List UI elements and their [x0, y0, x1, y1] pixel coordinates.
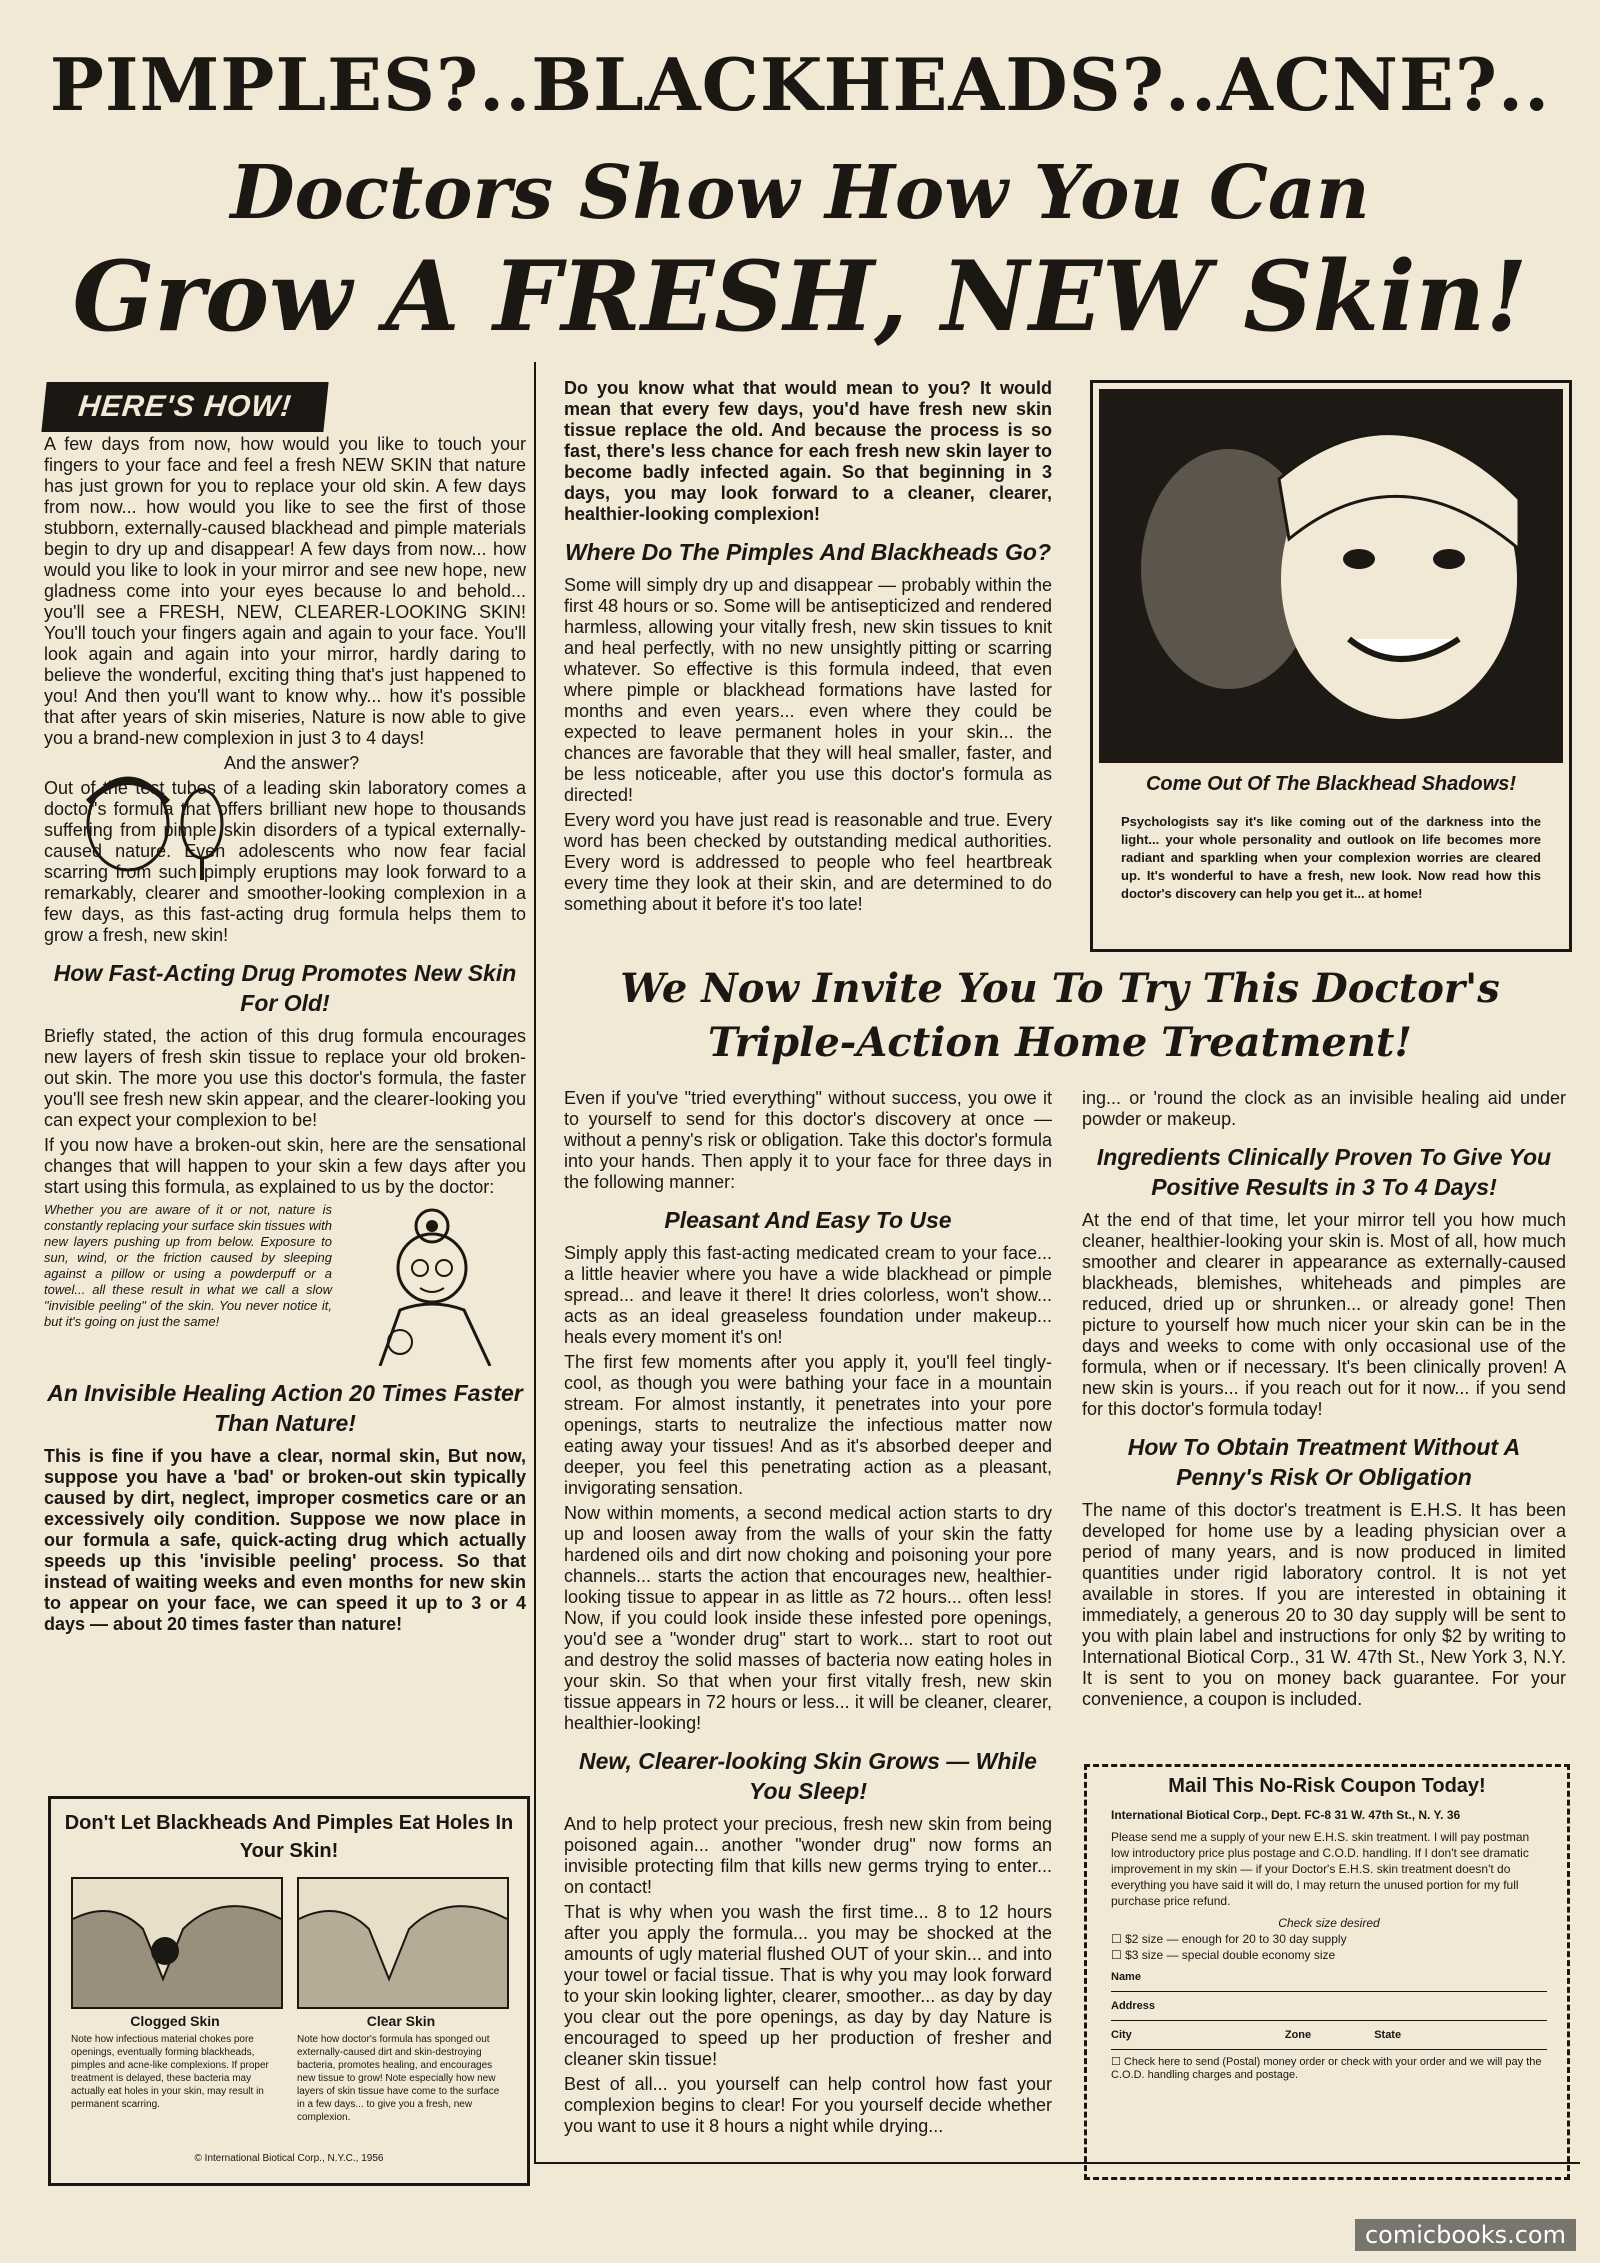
order-coupon[interactable] [1084, 1764, 1570, 2180]
doctor-quote: Whether you are aware of it or not, nature is constantly replacing your surface skin tissues with new layers pushing up from below. Exposure to sun, wind, or the friction caused by sleeping against a pillow or using a powderpuff or a towel... all these result in what we call a slow "invisible peeling" of the skin. You never notice it, but it's going on just the same! [44, 1202, 332, 1329]
name-field[interactable]: Name [1111, 1969, 1547, 1992]
subhead-obtain-treatment: How To Obtain Treatment Without A Penny's Risk Or Obligation [1127, 1434, 1521, 1490]
woman-mirror-icon [48, 762, 238, 882]
clear-pore-icon [299, 1879, 507, 2007]
clogged-skin-text: Note how infectious material chokes pore openings, eventually forming blackheads, pimples and acne-like complexions. If proper treatment is delayed, these bacteria may actually eat holes in your skin, may result in permanent scarring. [71, 2034, 269, 2110]
coupon-option-2[interactable] [1111, 1947, 1547, 1963]
doctor-icon [340, 1202, 520, 1366]
paragraph-protect: And to help protect your precious, fresh new skin from being poisoned again... another "wonder drug" now forms an invisible protecting film that kills new germs trying to enter... on contact! [564, 1814, 1052, 1897]
coupon-option-2-label: $3 size — special double economy size [1125, 1948, 1336, 1962]
paragraph-sensational: If you now have a broken-out skin, here are the sensational changes that will happen to your skin a few days after you start using this formula, as explained to us by the doctor: [44, 1135, 526, 1197]
zone-label: Zone [1284, 2029, 1312, 2041]
column-2-top [564, 378, 1052, 919]
coupon-footer [1111, 2056, 1547, 2082]
paragraph-first-wash: That is why when you wash the first time... 8 to 12 hours after you apply the formula... you may be shocked at the amounts of ugly material flushed OUT of your skin... and into your towel or facial tissue. That is why you may look forward to your skin looking lighter, clearer, smoother... as day by day you clear out the pore openings, as day by day Nature is encouraged to speed up her production of fresher and cleaner skin tissue! [564, 1902, 1052, 2069]
coupon-title: Mail This No-Risk Coupon Today! [1168, 1775, 1486, 1797]
state-label: State [1374, 2029, 1402, 2041]
address-field[interactable]: Address [1111, 1998, 1547, 2021]
portrait-body: Psychologists say it's like coming out of the darkness into the light... your whole personality and outlook on life becomes more radiant and sparkling when your complexion worries are cleared up. It's wonderful to have a fresh, new look. Now read how this doctor's discovery can help you get it... at home! [1121, 814, 1541, 901]
heres-how-badge: HERE'S HOW! [41, 382, 328, 432]
woman-illustration [48, 762, 238, 882]
invite-headline: We Now Invite You To Try This Doctor's Triple-Action Home Treatment! [620, 965, 1500, 1066]
coupon-option-1-label: $2 size — enough for 20 to 30 day supply [1125, 1932, 1347, 1946]
paragraph-normal-skin: This is fine if you have a clear, normal skin, But now, suppose you have a 'bad' or broken-out skin typically caused by dirt, neglect, improper cosmetics care or an excessively oily condition. Suppose we now place in our formula a safe, quick-acting drug which actually speeds up this 'invisible peeling' process. So that instead of waiting weeks and even months for new skin to appear on your face, we can speed it up to 3 or 4 days — about 20 times faster than nature! [44, 1446, 526, 1634]
paragraph-simply-apply: Simply apply this fast-acting medicated cream to your face... a little heavier where you have a wide blackhead or pimple spread... and leave it there! It dries colorless, won't show... acts as an ideal greaseless foundation under makeup... heals every moment it's on! [564, 1243, 1052, 1347]
clear-skin-caption: Clear Skin [366, 2013, 436, 2029]
subhead-invisible-healing: An Invisible Healing Action 20 Times Faster Than Nature! [47, 1380, 523, 1436]
paragraph-round-the-clock: ing... or 'round the clock as an invisible healing aid under powder or makeup. [1082, 1088, 1566, 1129]
coupon-check-label: Check size desired [1278, 1916, 1380, 1930]
paragraph-tried-everything: Even if you've "tried everything" without success, you owe it to yourself to send for this doctor's discovery at once — without a penny's risk or obligation. Take this doctor's formula into your hands. Then apply it to your face for three days in the following manner: [564, 1088, 1052, 1192]
clear-skin-illustration [297, 1877, 509, 2009]
paragraph-ehs: The name of this doctor's treatment is E.H.S. It has been developed for home use by a leading physician over a period of many years, and is now produced in limited quantities under rigid laboratory control. It is not yet available in stores. If you are interested in obtaining it immediately, a generous 20 to 30 day supply will be sent to you with plain label and instructions for only $2 by writing to International Biotical Corp., 31 W. 47th St., New York 3, N.Y. It is sent to you on money back guarantee. For your convenience, a coupon is included. [1082, 1500, 1566, 1709]
paragraph-briefly: Briefly stated, the action of this drug formula encourages new layers of fresh skin tissue to replace your old broken-out skin. The more you use this doctor's formula, the faster you'll see fresh new skin appear, and the clearer-looking you can expect your complexion to be! [44, 1026, 526, 1130]
paragraph-every-word: Every word you have just read is reasonable and true. Every word has been checked by outstanding medical authorities. Every word is addressed to people who feel heartbreak every time they look at their skin, and are determined to do something about it before it's too late! [564, 810, 1052, 914]
watermark: comicbooks.com [1355, 2219, 1576, 2251]
paragraph-end-of-time: At the end of that time, let your mirror tell you how much cleaner, healthier-looking your skin is. Most of all, how much smoother and clearer in appearance as externally-caused blackheads, blemishes, whiteheads and pimples are reduced, dried up or shrunken... or already gone! Then picture to yourself how much nicer your skin can be in the days and weeks to come with only occasional use of the formula, when or if necessary. It's been clinically proven! A new skin is yours... if you reach out for it now... if you send for this doctor's formula today! [1082, 1210, 1566, 1419]
answer-paragraph: Out of the test tubes of a leading skin laboratory comes a doctor's formula that offers brilliant new hope to thousands suffering from pimple skin disorders of a typical externally-caused nature. Even adolescents who now fear facial scarring from such pimply eruptions may look forward to a remarkably, clearer and smoother-looking complexion in a few days, as this fast-acting drug formula helps them to grow a fresh, new skin! [44, 778, 526, 945]
clogged-vs-clear-box [48, 1796, 530, 2186]
coupon-text: Please send me a supply of your new E.H.S. skin treatment. I will pay postman low introductory price plus postage and C.O.D. handling. If I don't see dramatic improvement in my skin — if your Doctor's E.H.S. skin treatment doesn't do everything you have said it will do, I may return the unused portion for my full purchase price refund. [1111, 1830, 1530, 1908]
city-label: City [1111, 2029, 1132, 2041]
paragraph-best-of-all: Best of all... you yourself can help control how fast your complexion begins to clear! For you yourself decide whether you want to use it 8 hours a night while drying... [564, 2074, 1052, 2136]
paragraph-first-moments: The first few moments after you apply it, you'll feel tingly-cool, as though you were bathing your face in a mountain stream. For almost instantly, it penetrates into your pore openings, starts to neutralize the infectious matter now eating away your tissues! And as it's absorbed deeper and deeper, you feel this penetrating action as a pleasant, invigorating sensation. [564, 1352, 1052, 1498]
headline-line-2: Doctors Show How You Can [230, 150, 1370, 236]
answer-question: And the answer? [224, 753, 360, 773]
coupon-address: International Biotical Corp., Dept. FC-8 31 W. 47th St., N. Y. 36 [1111, 1808, 1461, 1822]
what-it-means-paragraph: Do you know what that would mean to you? It would mean that every few days, you'd have fresh new skin tissue replace the old. And because the process is so fast, there's less chance for each fresh new skin layer to become badly infected again. So that beginning in 3 days, you may look forward to a cleaner, clearer, healthier-looking complexion! [564, 378, 1052, 524]
subhead-fast-acting: How Fast-Acting Drug Promotes New Skin For Old! [53, 960, 517, 1016]
box-title: Don't Let Blackheads And Pimples Eat Holes In Your Skin! [64, 1812, 514, 1862]
city-zone-state-field[interactable] [1111, 2027, 1547, 2050]
subhead-where-go: Where Do The Pimples And Blackheads Go? [564, 539, 1052, 565]
clogged-pore-icon [73, 1879, 281, 2007]
column-2-bottom [564, 1088, 1052, 2141]
clogged-skin-caption: Clogged Skin [130, 2013, 220, 2029]
woman-portrait-illustration [1099, 389, 1563, 763]
coupon-body [1111, 1807, 1547, 2082]
coupon-option-1[interactable] [1111, 1931, 1547, 1947]
copyright-line: © International Biotical Corp., N.Y.C., 1956 [194, 2153, 384, 2164]
portrait-caption: Come Out Of The Blackhead Shadows! [1145, 773, 1517, 795]
intro-paragraph: A few days from now, how would you like to touch your fingers to your face and feel a fresh NEW SKIN that nature has just grown for you to replace your old skin. A few days from now... how would you like to see the first of those stubborn, externally-caused blackhead and pimple materials begin to dry up and disappear! A few days from now... how would you like to look in your mirror and see new hope, new gladness come into your eyes because lo and behold... you'll see a FRESH, NEW, CLEARER-LOOKING SKIN! You'll touch your fingers again and again to your face. You'll look again and again into your mirror, hardly daring to believe the wonderful, exciting thing that's just happened to you! And then you'll want to know why... how it's possible that after years of skin miseries, Nature is now able to give you a brand-new complexion in just 3 to 4 days! [44, 434, 526, 748]
clogged-skin-illustration [71, 1877, 283, 2009]
column-3-bottom [1082, 1088, 1566, 1714]
woman-face-icon [1099, 389, 1563, 763]
subhead-clinically-proven: Ingredients Clinically Proven To Give You Positive Results in 3 To 4 Days! [1096, 1144, 1552, 1200]
paragraph-second-action: Now within moments, a second medical action starts to dry up and loosen away from the walls of your skin the fatty hardened oils and dirt now choking and poisoning your pore channels... starts the action that encourages new, healthier-looking tissue to appear in as little as 72 hours... often less! Now, if you could look inside these infested pore openings, you'd see a "wonder drug" start to work... start to root out and destroy the solid masses of bacteria now eating holes in your skin. So that when your first vitally fresh, new skin tissue appears in 72 hours or less... it will be cleaner, clearer, healthier-looking! [564, 1503, 1052, 1733]
column-1 [44, 378, 526, 1639]
checkbox-icon[interactable]: ☐ [1111, 2056, 1124, 2068]
clear-skin-text: Note how doctor's formula has sponged out externally-caused dirt and skin-destroying bacteria, promotes healing, and encourages new tissue to grow! Note especially how new layers of skin tissue have come to the surface in a few days... to give you a fresh, new complexion. [297, 2034, 500, 2123]
coupon-footer-text: Check here to send (Postal) money order or check with your order and we will pay the C.O.D. handling charges and postage. [1111, 2056, 1542, 2081]
portrait-panel [1090, 380, 1572, 952]
headline-line-3: Grow A FRESH, NEW Skin! [72, 240, 1528, 353]
paragraph-dry-up: Some will simply dry up and disappear — probably within the first 48 hours or so. Some will be antisepticized and rendered harmless, allowing your vitally fresh, new skin tissues to knit and heal perfectly, with no new unsightly pitting or scarring whatever. So effective is this formula indeed, that even where pimple or blackhead formations have lasted for months and even years... even where they could be expected to leave permanent holes in your skin... the chances are favorable that they will heal smaller, faster, and be less noticeable, after you use this doctor's formula as directed! [564, 575, 1052, 805]
checkbox-icon[interactable]: ☐ [1111, 1932, 1126, 1946]
subhead-pleasant-easy: Pleasant And Easy To Use [664, 1207, 952, 1233]
headline-line-1: PIMPLES?..BLACKHEADS?..ACNE?.. [49, 42, 1551, 127]
checkbox-icon[interactable]: ☐ [1111, 1948, 1126, 1962]
subhead-while-you-sleep: New, Clearer-looking Skin Grows — While You Sleep! [579, 1748, 1037, 1804]
doctor-illustration [340, 1202, 520, 1366]
